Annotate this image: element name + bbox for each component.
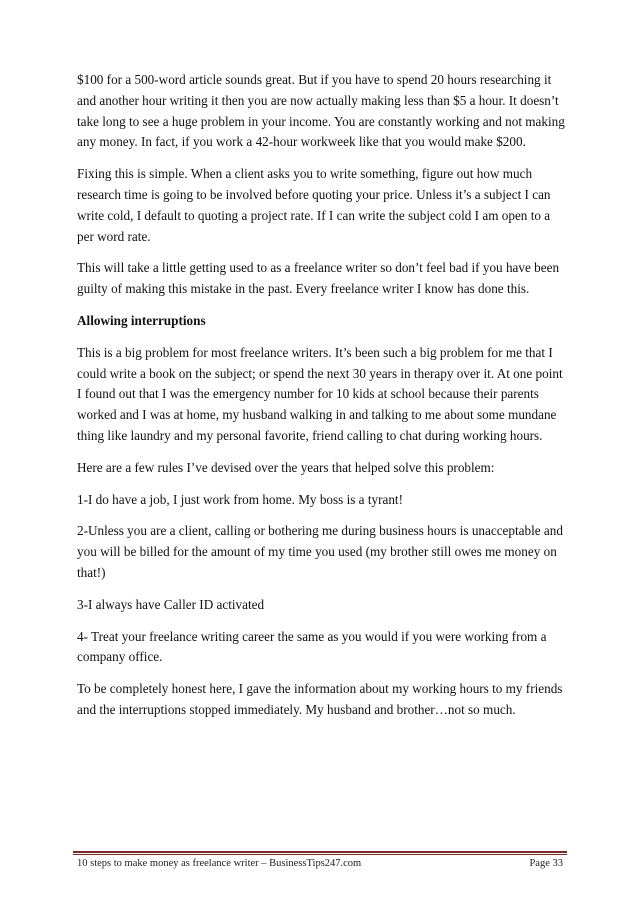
paragraph-getting-used-to: This will take a little getting used to as a freelance writer so don’t feel bad if you have been guilty of making this mistake in the past. Every freelance writer I know has done this. (77, 260, 560, 297)
paragraph-fixing-pricing: Fixing this is simple. When a client asks you to write something, figure out how much research time is going to be involved before quoting your price. Unless it’s a subject I can write cold, I default to quoting a project rate. If I can write the subject cold I am open to a per word rate. (77, 166, 551, 244)
footer-divider-thin (73, 854, 567, 855)
footer-title: 10 steps to make money as freelance writer – BusinessTips247.com (77, 858, 362, 869)
page-body (77, 70, 565, 732)
footer-divider-thick (73, 851, 567, 853)
section-heading: Allowing interruptions (77, 312, 206, 328)
paragraph-interruptions-problem: This is a big problem for most freelance writers. It’s been such a big problem for me that I could write a book on the subject; or spend the next 30 years in therapy over it. At one point I found out that I was the emergency number for 10 kids at school because their parents worked and I was at home, my husband walking in and talking to me about some mundane thing like laundry and my personal favorite, friend calling to chat during working hours. (77, 344, 563, 443)
page-number: Page 33 (529, 858, 563, 869)
paragraph-conclusion: To be completely honest here, I gave the information about my working hours to my friends and the interruptions stopped immediately. My husband and brother…not so much. (77, 681, 563, 717)
rule-1: 1-I do have a job, I just work from home. My boss is a tyrant! (77, 491, 403, 507)
paragraph-rules-intro: Here are a few rules I’ve devised over the years that helped solve this problem: (77, 459, 495, 475)
rule-4: 4- Treat your freelance writing career the same as you would if you were working from a company office. (77, 628, 547, 665)
rule-3: 3-I always have Caller ID activated (77, 596, 265, 612)
paragraph-article-pricing: $100 for a 500-word article sounds great. But if you have to spend 20 hours researching it and another hour writing it then you are now actually making less than $5 a hour. It doesn’t take long to see a huge problem in your income. You are constantly working and not making any money. In fact, if you work a 42-hour workweek like that you would make $200. (77, 72, 565, 150)
rule-2: 2-Unless you are a client, calling or bothering me during business hours is unacceptable and you will be billed for the amount of my time you used (my brother still owes me money on that!) (77, 523, 563, 580)
